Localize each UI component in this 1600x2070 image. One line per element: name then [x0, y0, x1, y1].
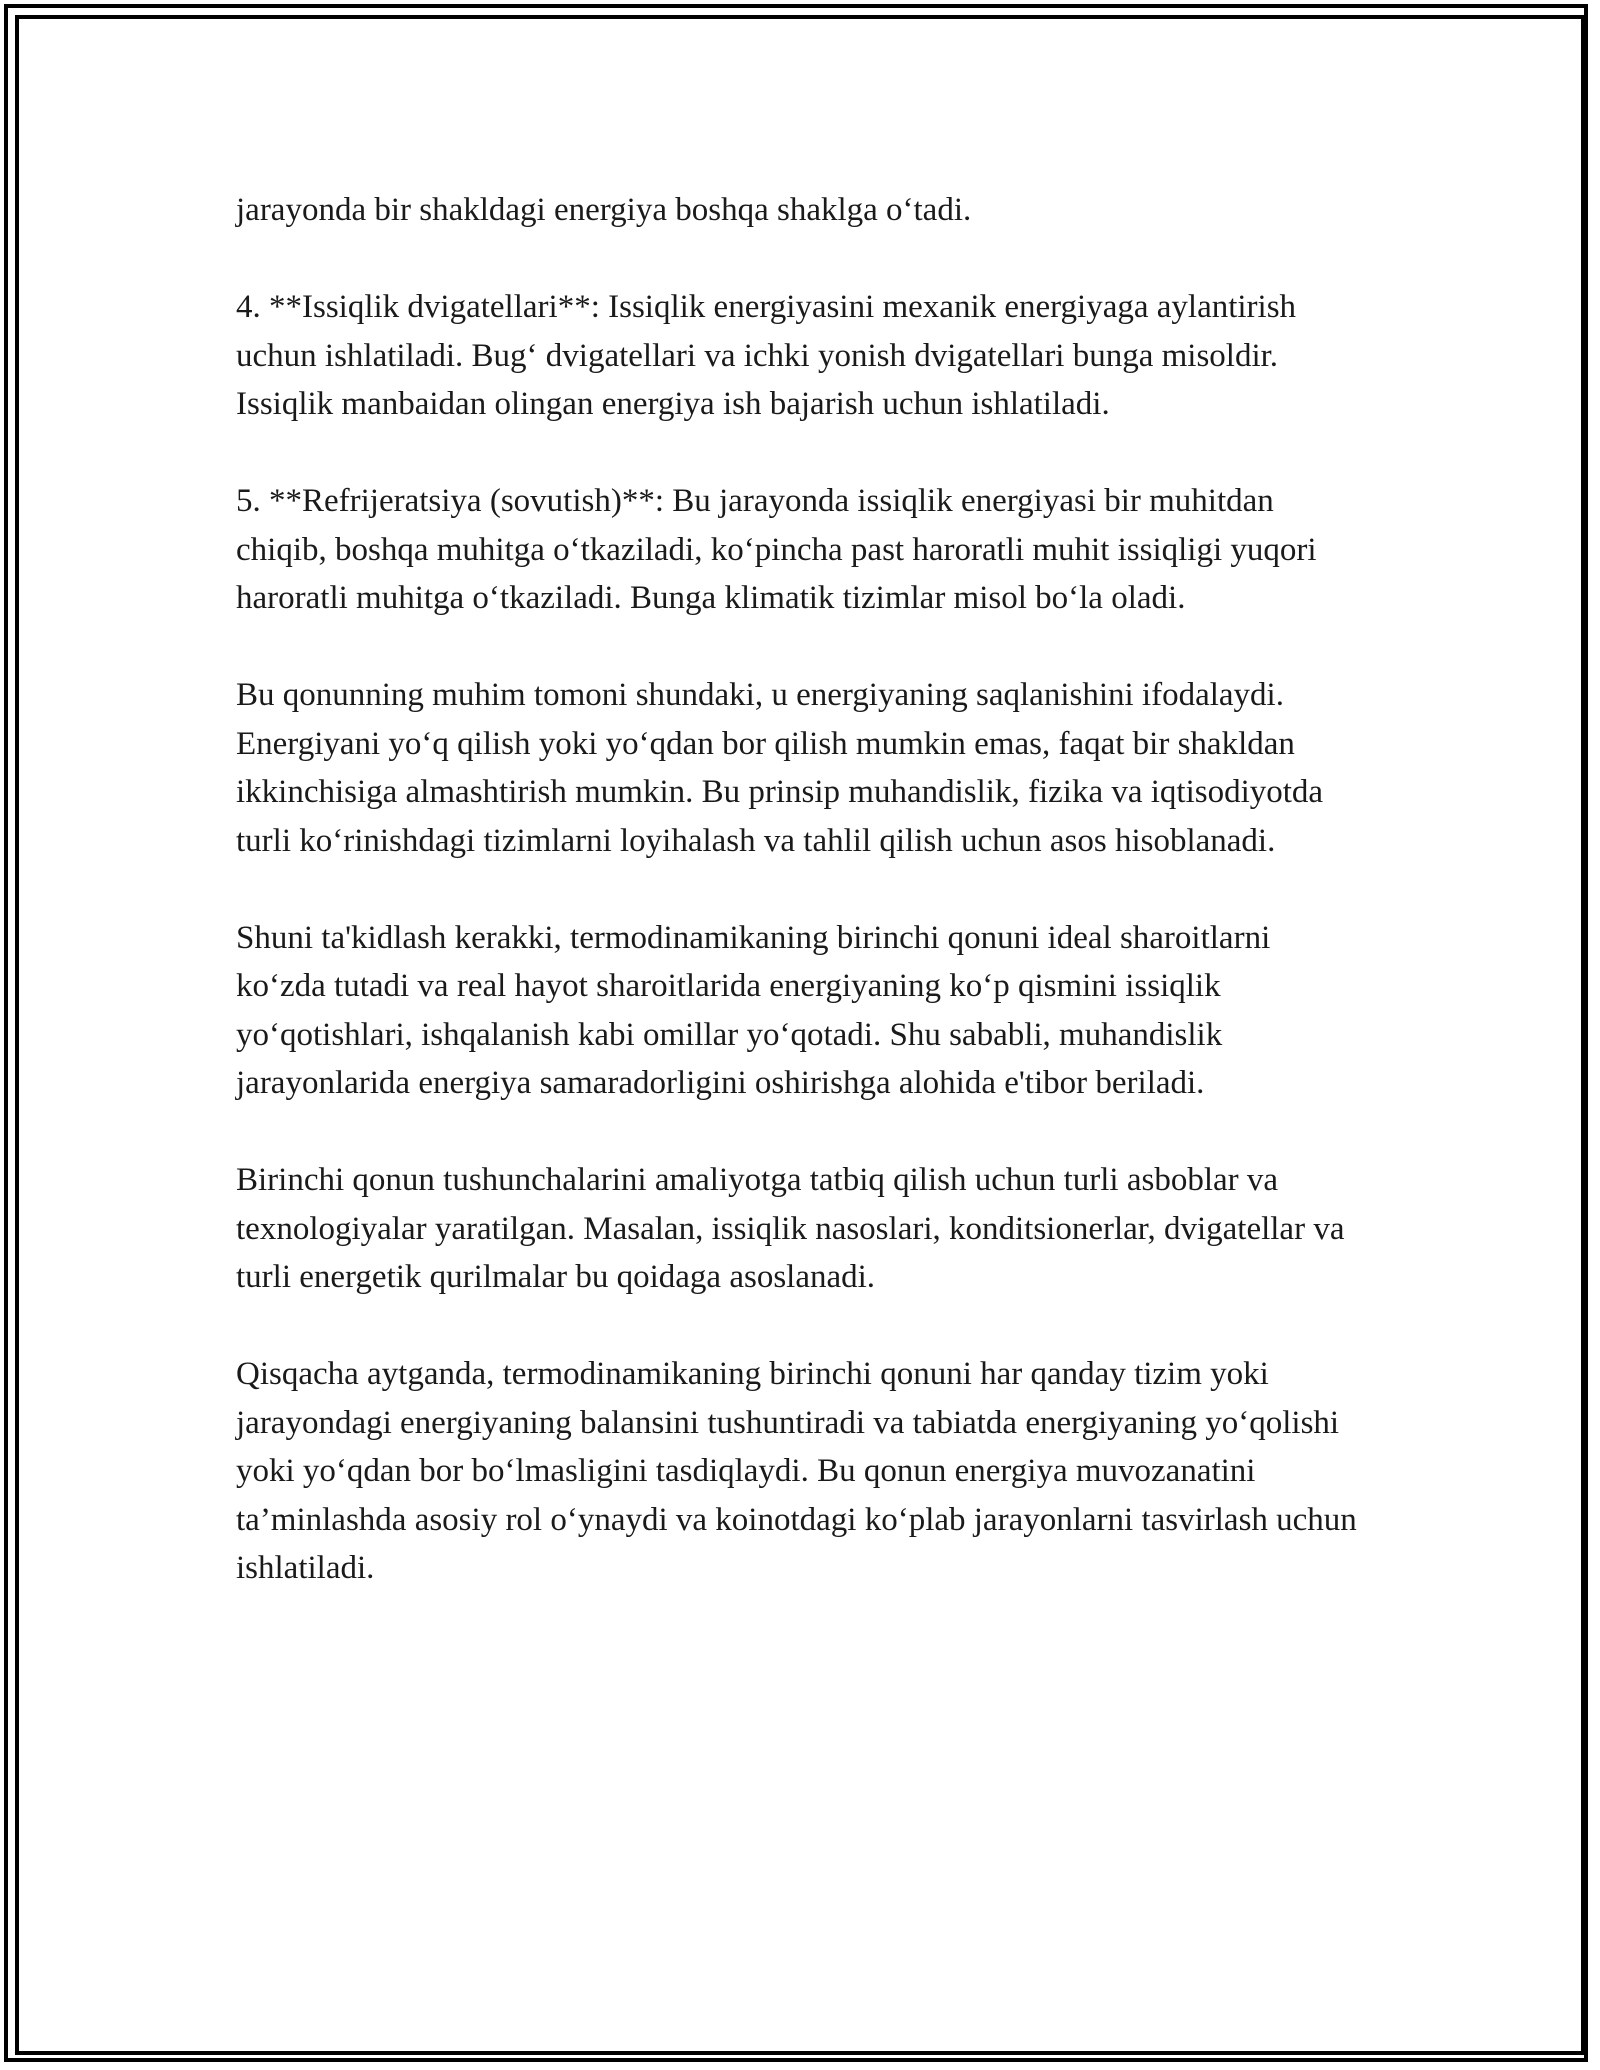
paragraph-energy-conservation: Bu qonunning muhim tomoni shundaki, u energiyaning saqlanishini ifodalaydi. Energiyani yo‘q qilish yoki yo‘qdan bor qilish mumkin emas, faqat bir shakldan ikkinchisiga almashtirish mumkin. Bu prinsip muhandislik, fizika va iqtisodiyotda turli ko‘rinishdagi tizimlarni loyihalash va tahlil qilish uchun asos hisoblanadi.	[236, 677, 1324, 859]
paragraph-summary: Qisqacha aytganda, termodinamikaning birinchi qonuni har qanday tizim yoki jarayondagi energiyaning balansini tushuntiradi va tabiatda energiyaning yo‘qolishi yoki yo‘qdan bor bo‘lmasligini tasdiqlaydi. Bu qonun energiya muvozanatini ta’minlashda asosiy rol o‘ynaydi va koinotdagi ko‘plab jarayonlarni tasvirlash uchun ishlatiladi.	[236, 1356, 1357, 1586]
paragraph-heat-engines: 4. **Issiqlik dvigatellari**: Issiqlik energiyasini mexanik energiyaga aylantirish uchun ishlatiladi. Bug‘ dvigatellari va ichki yonish dvigatellari bunga misoldir. Issiqlik manbaidan olingan energiya ish bajarish uchun ishlatiladi.	[236, 289, 1297, 422]
document-body	[236, 186, 1366, 1641]
paragraph-applications: Birinchi qonun tushunchalarini amaliyotga tatbiq qilish uchun turli asboblar va texnologiyalar yaratilgan. Masalan, issiqlik nasoslari, konditsionerlar, dvigatellar va turli energetik qurilmalar bu qoidaga asoslanadi.	[236, 1162, 1345, 1295]
paragraph-ideal-conditions: Shuni ta'kidlash kerakki, termodinamikaning birinchi qonuni ideal sharoitlarni ko‘zda tutadi va real hayot sharoitlarida energiyaning ko‘p qismini issiqlik yo‘qotishlari, ishqalanish kabi omillar yo‘qotadi. Shu sababli, muhandislik jarayonlarida energiya samaradorligini oshirishga alohida e'tibor beriladi.	[236, 919, 1271, 1101]
paragraph-continuation: jarayonda bir shakldagi energiya boshqa shaklga o‘tadi.	[236, 192, 972, 228]
paragraph-refrigeration: 5. **Refrijeratsiya (sovutish)**: Bu jarayonda issiqlik energiyasi bir muhitdan chiqib, boshqa muhitga o‘tkaziladi, ko‘pincha past haroratli muhit issiqligi yuqori haroratli muhitga o‘tkaziladi. Bunga klimatik tizimlar misol bo‘la oladi.	[236, 483, 1317, 616]
